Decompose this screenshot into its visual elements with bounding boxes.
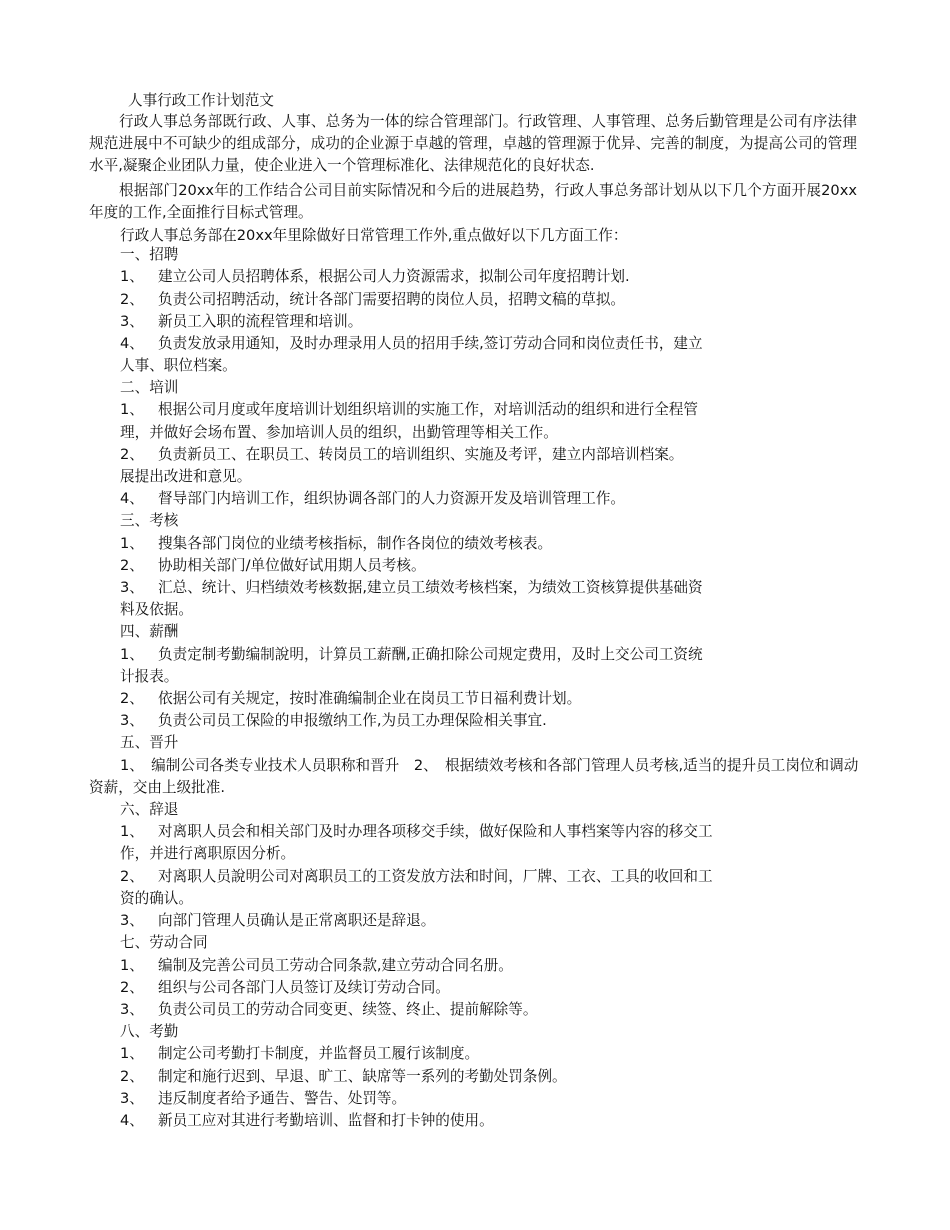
list-item (120, 688, 581, 710)
section-heading-dismissal: 六、辞退 (120, 801, 179, 818)
promotion-paragraph: 1、 编制公司各类专业技术人员职称和晋升 2、 根据绩效考核和各部门管理人员考核,适当的提升员工岗位和调动资薪，交由上级批准. (89, 757, 859, 796)
list-item (120, 399, 698, 421)
item-number: 1、 (120, 823, 144, 840)
section-heading-assessment: 三、考核 (120, 512, 179, 529)
item-text: 汇总、统计、归档绩效考核数据,建立员工绩效考核档案，为绩效工资核算提供基础资 (158, 579, 703, 596)
item-text: 负责发放录用通知，及时办理录用人员的招用手续,签订劳动合同和岗位责任书，建立 (158, 335, 703, 352)
item-text: 协助相关部门/单位做好试用期人员考核。 (158, 557, 426, 574)
item-number: 3、 (120, 579, 144, 596)
list-item (120, 533, 552, 555)
item-continuation: 计报表。 (120, 668, 179, 685)
list-item (120, 910, 435, 932)
item-number: 2、 (120, 1068, 144, 1085)
list-item (120, 955, 513, 977)
item-number: 1、 (120, 1045, 144, 1062)
list-item (120, 977, 450, 999)
list-item (120, 644, 703, 666)
section-heading-salary: 四、薪酬 (120, 623, 179, 640)
list-item (120, 821, 713, 843)
item-text: 督导部门内培训工作，组织协调各部门的人力资源开发及培训管理工作。 (158, 490, 626, 507)
intro-paragraph-2: 根据部门20xx年的工作结合公司目前实际情况和今后的进展趋势，行政人事总务部计划从以下几个方面开展20xx年度的工作,全面推行目标式管理。 (89, 182, 857, 221)
item-number: 4、 (120, 335, 144, 352)
item-continuation: 作，并进行离职原因分析。 (120, 845, 296, 862)
item-number: 2、 (120, 979, 144, 996)
list-item (120, 266, 630, 288)
item-text: 根据公司月度或年度培训计划组织培训的实施工作，对培训活动的组织和进行全程管 (158, 401, 698, 418)
item-text: 搜集各部门岗位的业绩考核指标，制作各岗位的绩效考核表。 (158, 535, 553, 552)
item-number: 1、 (120, 957, 144, 974)
item-text: 负责公司员工保险的申报缴纳工作,为员工办理保险相关事宜. (158, 712, 547, 729)
item-number: 3、 (120, 712, 144, 729)
item-text: 依据公司有关规定，按时准确编制企业在岗员工节日福利费计划。 (158, 690, 582, 707)
item-number: 2、 (120, 446, 144, 463)
item-number: 1、 (120, 646, 144, 663)
item-number: 1、 (120, 401, 144, 418)
list-item (120, 488, 625, 510)
item-number: 2、 (120, 291, 144, 308)
item-text: 对离职人员会和相关部门及时办理各项移交手续，做好保险和人事档案等内容的移交工 (158, 823, 713, 840)
item-text: 负责公司招聘活动，统计各部门需要招聘的岗位人员，招聘文稿的草拟。 (158, 291, 626, 308)
list-item (120, 1043, 479, 1065)
item-number: 4、 (120, 490, 144, 507)
item-number: 3、 (120, 1090, 144, 1107)
list-item (120, 710, 547, 732)
section-heading-recruit: 一、招聘 (120, 246, 179, 263)
list-item (120, 444, 683, 466)
document-title: 人事行政工作计划范文 (128, 92, 274, 109)
item-text: 新员工入职的流程管理和培训。 (158, 313, 363, 330)
list-item (120, 555, 426, 577)
intro-paragraph-3: 行政人事总务部在20xx年里除做好日常管理工作外,重点做好以下几方面工作： (120, 227, 628, 244)
intro-paragraph-1: 行政人事总务部既行政、人事、总务为一体的综合管理部门。行政管理、人事管理、总务后勤管理是公司有序法律规范进展中不可缺少的组成部分，成功的企业源于卓越的管理，卓越的管理源于优异、完善的制度，为提高公司的管理水平,凝聚企业团队力量，使企业进入一个管理标准化、法律规范化的良好状态. (89, 113, 857, 174)
list-item (120, 1110, 494, 1132)
section-heading-contract: 七、劳动合同 (120, 934, 208, 951)
item-continuation: 理，并做好会场布置、参加培训人员的组织，出勤管理等相关工作。 (120, 424, 558, 441)
list-item (120, 311, 362, 333)
item-text: 负责新员工、在职员工、转岗员工的培训组织、实施及考评，建立内部培训档案。 (158, 446, 684, 463)
list-item (120, 333, 703, 355)
item-text: 负责定制考勤编制說明，计算员工薪酬,正确扣除公司规定费用，及时上交公司工资统 (158, 646, 703, 663)
list-item (120, 999, 537, 1021)
item-number: 1、 (120, 268, 144, 285)
list-item (120, 1066, 567, 1088)
item-text: 向部门管理人员确认是正常离职还是辞退。 (158, 912, 436, 929)
list-item (120, 577, 703, 599)
item-text: 违反制度者给予通告、警告、处罚等。 (158, 1090, 407, 1107)
list-item (120, 289, 625, 311)
item-text: 制定公司考勤打卡制度，并监督员工履行该制度。 (158, 1045, 480, 1062)
list-item (120, 866, 713, 888)
item-number: 3、 (120, 1001, 144, 1018)
item-continuation: 料及依据。 (120, 601, 193, 618)
item-text: 组织与公司各部门人员签订及续订劳动合同。 (158, 979, 450, 996)
item-number: 2、 (120, 868, 144, 885)
item-number: 4、 (120, 1112, 144, 1129)
item-text: 编制及完善公司员工劳动合同条款,建立劳动合同名册。 (158, 957, 513, 974)
item-text: 负责公司员工的劳动合同变更、续签、终止、提前解除等。 (158, 1001, 538, 1018)
item-number: 3、 (120, 912, 144, 929)
item-number: 1、 (120, 535, 144, 552)
list-item (120, 1088, 406, 1110)
item-number: 3、 (120, 313, 144, 330)
item-number: 2、 (120, 690, 144, 707)
item-text: 对离职人员說明公司对离职员工的工资发放方法和时间，厂牌、工衣、工具的收回和工 (158, 868, 713, 885)
item-text: 新员工应对其进行考勤培训、监督和打卡钟的使用。 (158, 1112, 494, 1129)
item-text: 制定和施行迟到、早退、旷工、缺席等一系列的考勤处罚条例。 (158, 1068, 567, 1085)
item-continuation: 资的确认。 (120, 890, 193, 907)
section-heading-attendance: 八、考勤 (120, 1023, 179, 1040)
item-text: 建立公司人员招聘体系，根据公司人力资源需求，拟制公司年度招聘计划. (158, 268, 630, 285)
section-heading-promotion: 五、晋升 (120, 734, 179, 751)
list-item: 展提出改进和意见。 (120, 468, 252, 485)
item-continuation: 人事、职位档案。 (120, 357, 237, 374)
section-heading-training: 二、培训 (120, 379, 179, 396)
item-number: 2、 (120, 557, 144, 574)
